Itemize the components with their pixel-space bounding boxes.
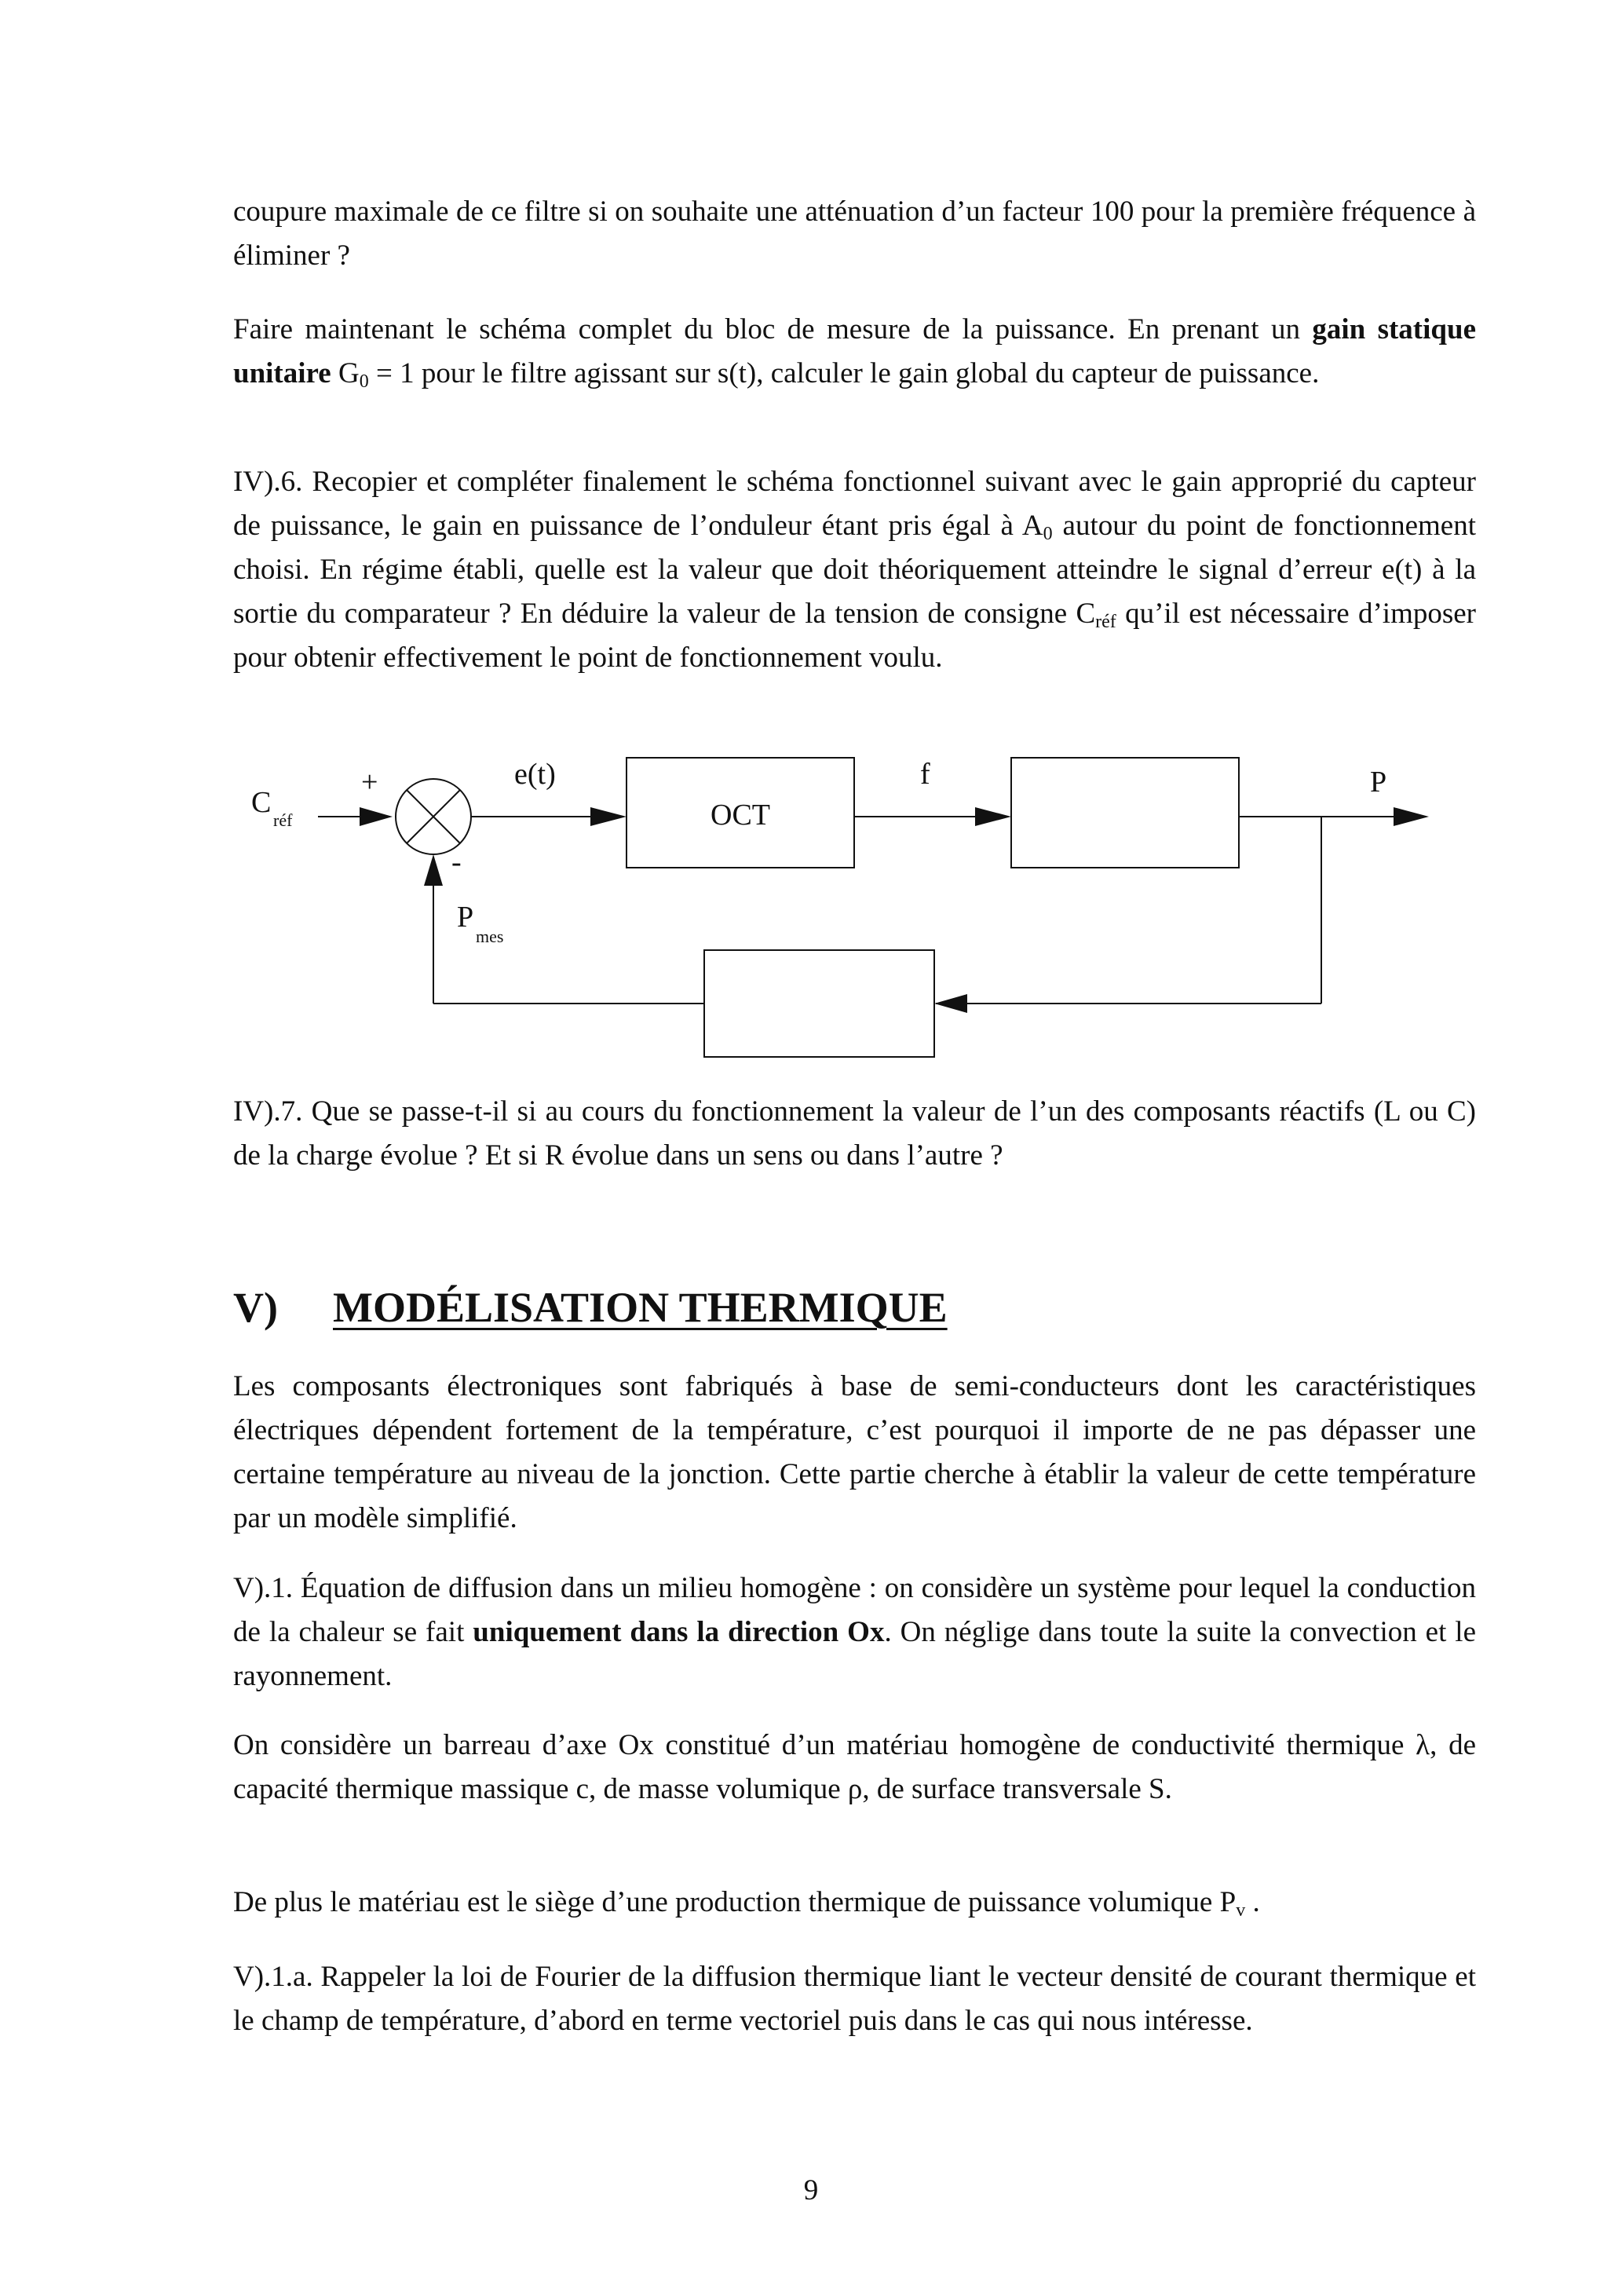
section-heading xyxy=(233,1280,948,1335)
section-number: V) xyxy=(233,1284,278,1331)
f-label: f xyxy=(920,758,930,791)
paragraph-question-v1: V).1. Équation de diffusion dans un milieu homogène : on considère un système pour lequel la conduction de la chaleur se fait uniquement dans la direction Ox. On néglige dans toute la suite la convection et le rayonnement. xyxy=(233,1572,1476,1692)
error-label: e(t) xyxy=(514,758,556,791)
input-label-sub: réf xyxy=(273,810,293,830)
oct-label: OCT xyxy=(711,799,770,832)
section-title: MODÉLISATION THERMIQUE xyxy=(333,1284,948,1331)
minus-sign: - xyxy=(451,846,462,879)
inverter-block xyxy=(1011,758,1239,868)
paragraph-question-iv7: IV).7. Que se passe-t-il si au cours du fonctionnement la valeur de l’un des composants réactifs (L ou C) de la charge évolue ? Et si R évolue dans un sens ou dans l’autre ? xyxy=(233,1095,1476,1172)
plus-sign: + xyxy=(361,766,378,799)
paragraph-heat-production: De plus le matériau est le siège d’une production thermique de puissance volumique $P_v$ . xyxy=(233,1886,1260,1921)
f-arrowhead xyxy=(975,807,1011,826)
paragraph-question-iv6: IV).6. Recopier et compléter finalement le schéma fonctionnel suivant avec le gain approprié du capteur de puissance, le gain en puissance de l’onduleur étant pris égal à $A_0$ autour du point de fonctionnement choisi. En régime établi, quelle est la valeur que doit théoriquement atteindre le signal d’erreur e(t) à la sortie du comparateur ? En déduire la valeur de la tension de consigne $C_{réf}$ qu’il est nécessaire d’imposer pour obtenir effectivement le point de fonctionnement voulu. xyxy=(233,466,1476,674)
feedback-arrowhead-up xyxy=(424,854,443,886)
feedback-label-sub: mes xyxy=(476,927,504,946)
output-arrowhead xyxy=(1394,807,1429,826)
sensor-block xyxy=(704,950,934,1057)
paragraph-bar-definition: On considère un barreau d’axe Ox constitué d’un matériau homogène de conductivité thermique λ, de capacité thermique massique c, de masse volumique ρ, de surface transversale S. xyxy=(233,1729,1476,1805)
feedback-label: P xyxy=(457,901,474,934)
page-number: 9 xyxy=(803,2174,819,2206)
paragraph-filter-cutoff: coupure maximale de ce filtre si on souhaite une atténuation d’un facteur 100 pour la première fréquence à éliminer ? xyxy=(233,196,1476,272)
input-arrowhead xyxy=(360,807,393,826)
output-label: P xyxy=(1370,766,1387,799)
paragraph-question-v1a: V).1.a. Rappeler la loi de Fourier de la diffusion thermique liant le vecteur densité de courant thermique et le champ de température, d’abord en terme vectoriel puis dans le cas qui nous intéresse. xyxy=(233,1961,1476,2037)
feedback-arrowhead-in xyxy=(934,994,967,1013)
input-label: C xyxy=(251,786,272,819)
error-arrowhead xyxy=(590,807,627,826)
paragraph-intro-thermal: Les composants électroniques sont fabriqués à base de semi-conducteurs dont les caractéristiques électriques dépendent fortement de la température, c’est pourquoi il importe de ne pas dépasser une certaine température au niveau de la jonction. Cette partie cherche à établir la valeur de cette température par un modèle simplifié. xyxy=(233,1370,1476,1534)
paragraph-power-measurement: Faire maintenant le schéma complet du bloc de mesure de la puissance. En prenant un gain statique unitaire $G_0 = 1$ pour le filtre agissant sur s(t), calculer le gain global du capteur de puissance. xyxy=(233,313,1476,392)
